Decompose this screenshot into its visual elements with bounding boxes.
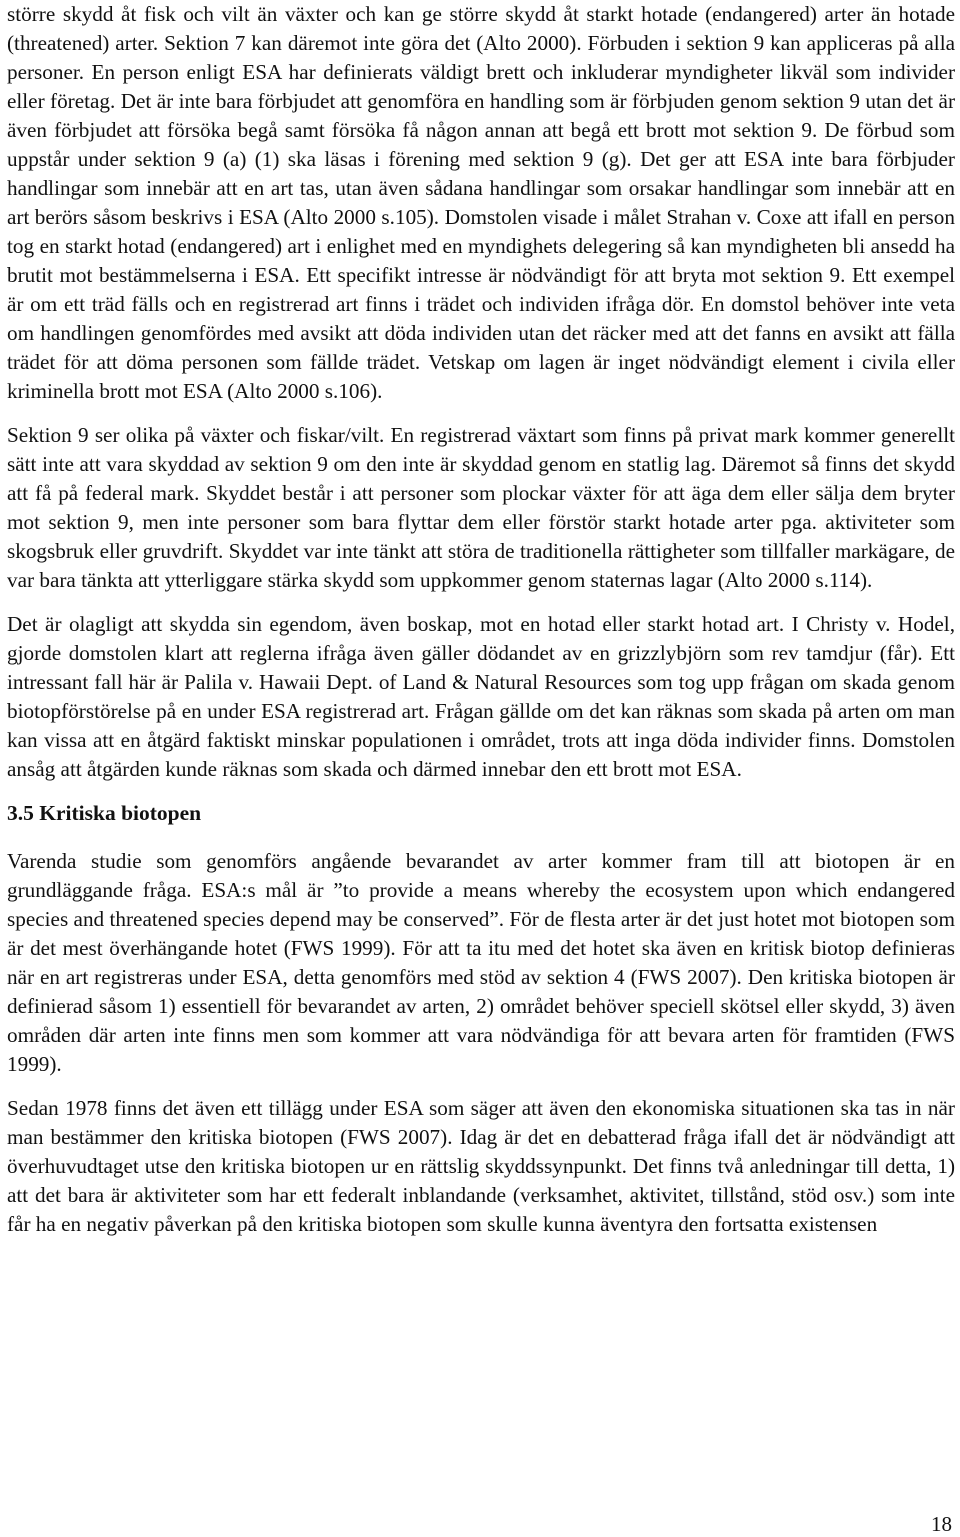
- section-heading: 3.5 Kritiska biotopen: [7, 801, 202, 825]
- paragraph-sektion-7-9: större skydd åt fisk och vilt än växter och kan ge större skydd åt starkt hotade (endangered) arter än hotade (threatened) arter. Sektion 7 kan däremot inte göra det (Alto 2000). Förbuden i sektion 9 kan appliceras på alla personer. En person enligt ESA har definierats väldigt brett och inkluderar myndigheter likväl som individer eller företag. Det är inte bara förbjudet att genomföra en handling som är förbjuden genom sektion 9 utan det är även förbjudet att försöka begå samt försöka få någon annan att begå ett brott mot sektion 9. De förbud som uppstår under sektion 9 (a) (1) ska läsas i förening med sektion 9 (g). Det ger att ESA inte bara förbjuder handlingar som innebär att en art tas, utan även sådana handlingar som orsakar handlingar som innebär att en art berörs såsom beskrivs i ESA (Alto 2000 s.105). Domstolen visade i målet Strahan v. Coxe att ifall en person tog en starkt hotad (endangered) art i enlighet med en myndighets delegering så kan myndigheten bli ansedd ha brutit mot bestämmelserna i ESA. Ett specifikt intresse är nödvändigt för att bryta mot sektion 9. Ett exempel är om ett träd fälls och en registrerad art finns i trädet och individen ifråga dör. En domstol behöver inte veta om handlingen genomfördes med avsikt att döda individen utan det räcker med att det fanns en avsikt att fälla trädet för att döma personen som fällde trädet. Vetskap om lagen är inget nödvändigt element i civila eller kriminella brott mot ESA (Alto 2000 s.106).: [7, 2, 955, 403]
- paragraph-gap: [7, 595, 955, 610]
- page-number: 18: [931, 1512, 952, 1536]
- paragraph-gap: [7, 1079, 955, 1094]
- paragraph-biotop-studie: Varenda studie som genomförs angående bevarandet av arter kommer fram till att biotopen är en grundläggande fråga. ESA:s mål är ”to provide a means whereby the ecosystem upon which endangered species and threatened species depend may be conserved”. För de flesta arter är det just hotet mot biotopen som är det mest överhängande hotet (FWS 1999). För att ta itu med det hotet ska även en kritisk biotop definieras när en art registreras under ESA, detta genomförs med stöd av sektion 4 (FWS 2007). Den kritiska biotopen är definierad såsom 1) essentiell för bevarandet av arten, 2) området behöver speciell skötsel eller skydd, 3) även områden där arten inte finns men som kommer att vara nödvändiga för att bevara arten för framtiden (FWS 1999).: [7, 849, 955, 1076]
- paragraph-vaxter-fiskar: Sektion 9 ser olika på växter och fiskar/vilt. En registrerad växtart som finns på privat mark kommer generellt sätt inte att vara skyddad av sektion 9 om den inte är skyddad genom en statlig lag. Däremot så finns det skydd att få på federal mark. Skyddet består i att personer som plockar växter för att äga dem eller sälja dem bryter mot sektion 9, men inte personer som bara flyttar dem eller förstör starkt hotade arter pga. aktiviteter som skogsbruk eller gruvdrift. Skyddet var inte tänkt att störa de traditionella rättigheter som tillfaller markägare, de var bara tänkta att ytterliggare stärka skydd som uppkommer genom staternas lagar (Alto 2000 s.114).: [7, 423, 955, 592]
- paragraph-tillagg-1978: Sedan 1978 finns det även ett tillägg under ESA som säger att även den ekonomiska situationen ska tas in när man bestämmer den kritiska biotopen (FWS 2007). Idag är det en debatterad fråga ifall det är nödvändigt att överhuvudtaget utse den kritiska biotopen ur en rättslig skyddssynpunkt. Det finns två anledningar till detta, 1) att det bara är aktiviteter som har ett federalt inblandande (verksamhet, aktivitet, tillstånd, stöd osv.) som inte får ha en negativ påverkan på den kritiska biotopen som skulle kunna äventyra den fortsatta existensen: [7, 1096, 955, 1236]
- paragraph-gap: [7, 406, 955, 421]
- document-page: [7, 0, 955, 1239]
- paragraph-egendom-skydd: Det är olagligt att skydda sin egendom, även boskap, mot en hotad eller starkt hotad art. I Christy v. Hodel, gjorde domstolen klart att reglerna ifråga även gäller dödandet av en grizzlybjörn som rev tamdjur (får). Ett intressant fall här är Palila v. Hawaii Dept. of Land & Natural Resources som tog upp frågan om skada genom biotopförstörelse på en under ESA registrerad art. Frågan gällde om det kan räknas som skada på arten om man kan vissa att en åtgärd faktiskt minskar populationen i området, trots att inga döda individer finns. Domstolen ansåg att åtgärden kunde räknas som skada och därmed innebar den ett brott mot ESA.: [7, 612, 955, 781]
